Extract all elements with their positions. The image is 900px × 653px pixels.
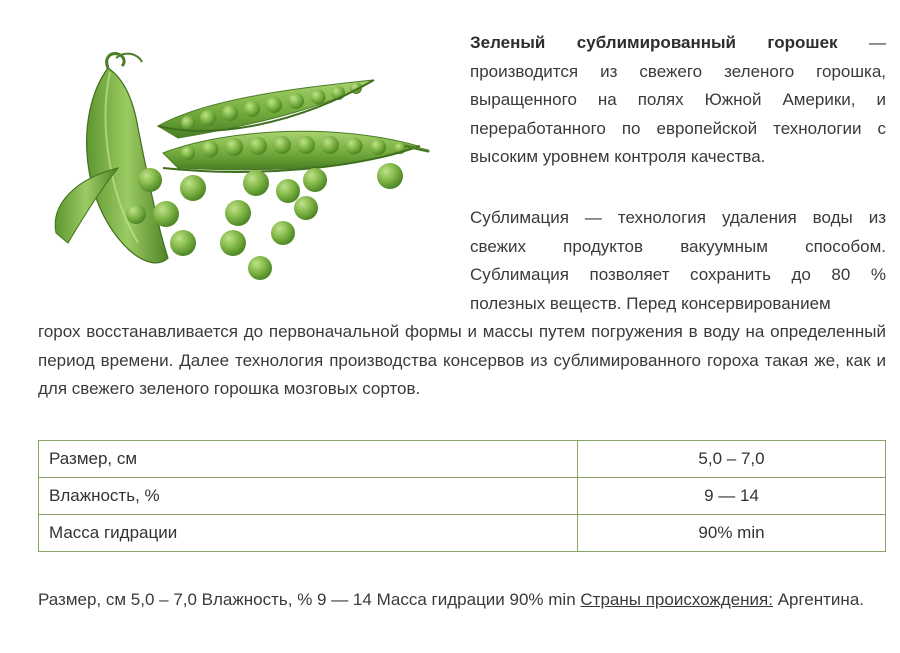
spec-name: Масса гидрации [39,515,578,552]
spec-value: 5,0 – 7,0 [578,441,886,478]
spec-value: 9 — 14 [578,478,886,515]
table-row [39,478,886,515]
spec-name: Размер, см [39,441,578,478]
intro-text: — производится из свежего зеленого горошка, выращенного на полях Южной Америки, и переработанного по европейской технологии с высоким уровнем контроля качества. [470,33,886,166]
green-pea-pods-image [38,28,438,290]
spec-name: Влажность, % [39,478,578,515]
intro-paragraph [470,29,886,172]
sublimation-paragraph-end: горох восстанавливается до первоначальной формы и массы путем погружения в воду на определенный период времени. Далее технология производства консервов из сублимированного гороха такая же, как и для свежего зеленого горошка мозговых сортов. [38,322,886,398]
intro-title: Зеленый сублимированный горошек [470,33,838,52]
countries-of-origin-link[interactable]: Страны происхождения: [580,590,773,609]
table-row [39,441,886,478]
specs-table [38,440,886,552]
sublimation-paragraph-start: Сублимация — технология удаления воды из свежих продуктов вакуумным способом. Сублимация позволяет сохранить до 80 % полезных веществ. Перед консервированием [470,208,886,313]
country-name: Аргентина. [777,590,864,609]
footer-text: Размер, см 5,0 – 7,0 Влажность, % 9 — 14 Масса гидрации 90% min [38,590,576,609]
footer-paragraph [38,586,886,615]
table-row [39,515,886,552]
spec-value: 90% min [578,515,886,552]
